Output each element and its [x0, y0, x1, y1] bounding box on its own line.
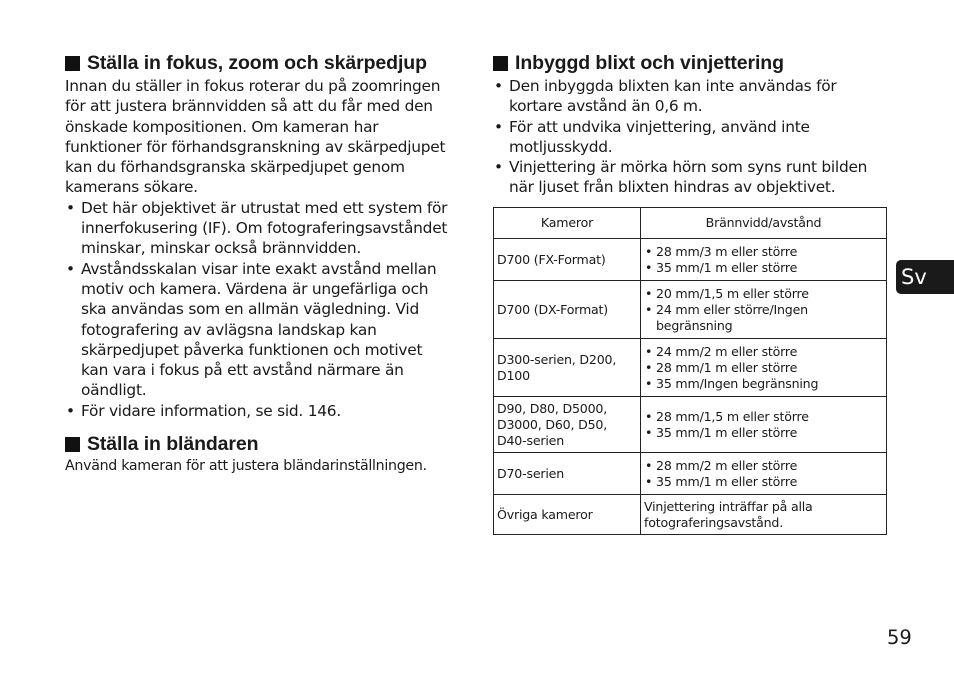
value-cell: Vinjettering inträffar på alla fotograferingsavstånd.	[641, 495, 887, 535]
value-cell: • 28 mm/3 m eller större • 35 mm/1 m eller större	[641, 239, 887, 281]
value-cell: • 28 mm/2 m eller större • 35 mm/1 m eller större	[641, 453, 887, 495]
focus-heading	[65, 51, 427, 75]
column-header-focal-distance: Brännvidd/avstånd	[641, 208, 887, 239]
focus-heading-text: Ställa in fokus, zoom och skärpedjup	[87, 52, 427, 74]
table-row	[494, 495, 887, 535]
value-cell: • 28 mm/1,5 m eller större • 35 mm/1 m eller större	[641, 397, 887, 453]
table-row	[494, 339, 887, 397]
camera-cell: D90, D80, D5000, D3000, D60, D50, D40-serien	[494, 397, 641, 453]
square-bullet-icon	[493, 56, 508, 71]
square-bullet-icon	[65, 437, 80, 452]
table-header-row	[494, 208, 887, 239]
value-cell: • 24 mm/2 m eller större • 28 mm/1 m eller större • 35 mm/Ingen begränsning	[641, 339, 887, 397]
square-bullet-icon	[65, 56, 80, 71]
table-row	[494, 397, 887, 453]
table-row	[494, 453, 887, 495]
aperture-heading	[65, 432, 258, 456]
list-item: • För att undvika vinjettering, använd inte motljusskydd.	[493, 117, 888, 158]
value-cell: • 20 mm/1,5 m eller större • 24 mm eller större/Ingen begränsning	[641, 281, 887, 339]
camera-cell: D700 (FX-Format)	[494, 239, 641, 281]
aperture-heading-text: Ställa in bländaren	[87, 433, 259, 455]
vignetting-table	[493, 207, 887, 535]
list-item: • Avståndsskalan visar inte exakt avstånd mellan motiv och kamera. Värdena är ungefärliga och ska användas som en allmän vägledning. Vid fotografering av avlägsna landskap kan skärpedjupet påverka funktionen och motivet kan vara i fokus på ett avstånd närmare än oändligt.	[65, 259, 465, 401]
camera-cell: D700 (DX-Format)	[494, 281, 641, 339]
flash-heading-text: Inbyggd blixt och vinjettering	[515, 52, 784, 74]
aperture-text: Använd kameran för att justera bländarinställningen.	[65, 458, 427, 474]
column-header-cameras: Kameror	[494, 208, 641, 239]
language-tab: Sv	[896, 260, 954, 294]
flash-bullet-list	[493, 76, 888, 198]
flash-heading	[493, 51, 784, 75]
page-number: 59	[887, 626, 912, 649]
table-row	[494, 239, 887, 281]
list-item: • Vinjettering är mörka hörn som syns runt bilden när ljuset från blixten hindras av objektivet.	[493, 157, 888, 198]
camera-cell: Övriga kameror	[494, 495, 641, 535]
table-row	[494, 281, 887, 339]
list-item: • För vidare information, se sid. 146.	[65, 401, 465, 421]
focus-bullet-list	[65, 198, 465, 421]
camera-cell: D70-serien	[494, 453, 641, 495]
focus-intro: Innan du ställer in fokus roterar du på zoomringen för att justera brännvidden så att du får med den önskade kompositionen. Om kameran har funktioner för förhandsgranskning av skärpedjupet kan du förhandsgranska skärpedjupet genom kamerans sökare.	[65, 77, 446, 197]
list-item: • Den inbyggda blixten kan inte användas för kortare avstånd än 0,6 m.	[493, 76, 888, 117]
list-item: • Det här objektivet är utrustat med ett system för innerfokusering (IF). Om fotograferingsavståndet minskar, minskar också brännvidden.	[65, 198, 465, 259]
camera-cell: D300-serien, D200, D100	[494, 339, 641, 397]
